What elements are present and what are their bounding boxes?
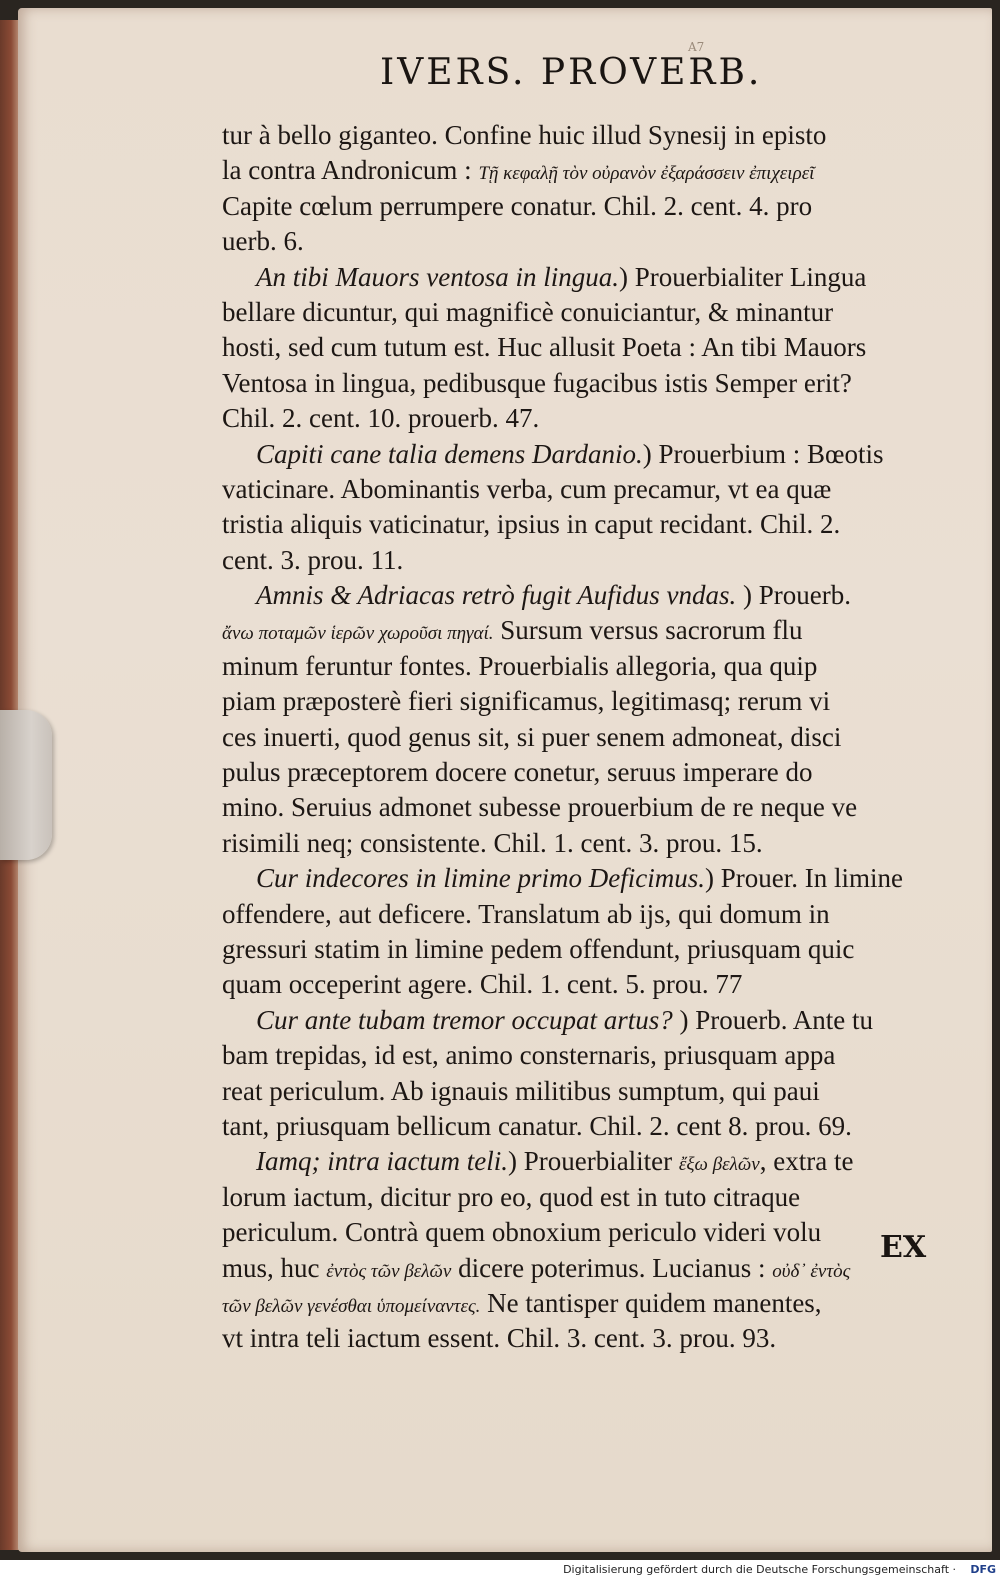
lemma-text: Cur ante tubam tremor occupat artus? [256, 1004, 673, 1035]
text-line [222, 684, 964, 719]
text-segment: ) Prouerbium : Bœotis [642, 438, 884, 469]
text-segment: tur à bello giganteo. Confine huic illud Synesij in episto [222, 120, 827, 150]
greek-text: ἄνω ποταμῶν ἱερῶν χωροῦσι πηγαί. [222, 623, 494, 645]
text-segment: Ventosa in lingua, pedibusque fugacibus istis Semper erit? [222, 367, 852, 398]
text-segment: offendere, aut deficere. Translatum ab ijs, qui domum in [222, 898, 830, 929]
lemma-text: Amnis & Adriacas retrò fugit Aufidus vndas. [256, 580, 737, 611]
text-segment: mus, huc [222, 1252, 327, 1283]
text-line [222, 720, 964, 755]
text-segment: piam præposterè fieri significamus, legitimasq; rerum vi [222, 686, 831, 717]
text-line [222, 507, 964, 542]
text-line [222, 1038, 964, 1073]
lemma-text: Iamq; intra iactum teli. [256, 1146, 508, 1177]
text-line [222, 189, 964, 224]
text-segment: Chil. 2. cent. 10. prouerb. 47. [222, 403, 540, 434]
catchword: EX [880, 1230, 927, 1265]
text-segment: lorum iactum, dicitur pro eo, quod est in tuto citraque [222, 1181, 801, 1212]
footer-credit: Digitalisierung gefördert durch die Deutsche Forschungsgemeinschaft · [563, 1563, 956, 1576]
lemma-text: Capiti cane talia demens Dardanio. [256, 438, 643, 469]
dfg-logo: DFG [970, 1563, 996, 1576]
text-segment: quam occeperint agere. Chil. 1. cent. 5. prou. 77 [222, 969, 743, 1000]
text-line [222, 118, 964, 153]
text-segment: minum feruntur fontes. Prouerbialis allegoria, qua quip [222, 650, 818, 681]
text-segment: tant, priusquam bellicum canatur. Chil. 2. cent 8. prou. 69. [222, 1110, 852, 1141]
text-segment: vt intra teli iactum essent. Chil. 3. cent. 3. prou. 93. [222, 1323, 777, 1354]
text-segment: periculum. Contrà quem obnoxium periculo videri volu [222, 1217, 822, 1248]
text-line [222, 1074, 964, 1109]
text-line [222, 861, 964, 896]
text-segment: ) Prouerb. Ante tu [672, 1004, 873, 1035]
text-segment: Ne tantisper quidem manentes, [480, 1287, 822, 1318]
text-line [222, 153, 964, 188]
text-line [222, 578, 964, 613]
text-line [222, 613, 964, 648]
text-line [222, 1321, 964, 1356]
digitization-footer [0, 1560, 1000, 1579]
text-line [222, 1144, 964, 1179]
text-line [222, 897, 964, 932]
text-segment: ) Prouerbialiter [507, 1146, 679, 1177]
text-segment: mino. Seruius admonet subesse prouerbium de re neque ve [222, 792, 858, 823]
text-line [222, 932, 964, 967]
text-line [222, 401, 964, 436]
text-line [222, 1180, 964, 1215]
text-segment: Capite cœlum perrumpere conatur. Chil. 2. cent. 4. pro [222, 190, 813, 221]
text-segment: risimili neq; consistente. Chil. 1. cent. 3. prou. 15. [222, 827, 763, 858]
text-line [222, 543, 964, 578]
text-segment: ) Prouerb. [736, 580, 851, 611]
text-segment: uerb. 6. [222, 226, 304, 257]
greek-text: ἐντὸς τῶν βελῶν [326, 1260, 452, 1282]
text-line [222, 1109, 964, 1144]
text-line [222, 1003, 964, 1038]
running-title: IVERS. PROVERB. [380, 52, 763, 93]
text-segment: bellare dicuntur, qui magnificè conuiciantur, & minantur [222, 296, 834, 327]
greek-text: Τῇ κεφαλῇ τὸν οὐρανὸν ἐξαράσσειν ἐπιχειρεῖ [478, 163, 815, 185]
text-segment: cent. 3. prou. 11. [222, 544, 404, 575]
text-line [222, 472, 964, 507]
text-segment: dicere poterimus. Lucianus : [451, 1252, 773, 1283]
text-line [222, 790, 964, 825]
greek-text: οὐδ᾽ ἐντὸς [772, 1260, 851, 1282]
text-line [222, 967, 964, 1002]
text-line [222, 330, 964, 365]
text-segment: ) Prouerbialiter Lingua [618, 261, 867, 292]
lemma-text: Cur indecores in limine primo Deficimus. [256, 863, 705, 894]
ink-mark: A7 [688, 40, 705, 54]
text-segment: vaticinare. Abominantis verba, cum precamur, vt ea quæ [222, 473, 832, 504]
text-line [222, 260, 964, 295]
page-clip [0, 710, 52, 860]
text-line [222, 366, 964, 401]
greek-text: ἔξω βελῶν [678, 1154, 760, 1176]
text-segment: ces inuerti, quod genus sit, si puer senem admoneat, disci [222, 721, 842, 752]
text-line [222, 755, 964, 790]
text-segment: pulus præceptorem docere conetur, seruus imperare do [222, 757, 813, 788]
text-line [222, 1215, 964, 1250]
text-segment: , extra te [759, 1146, 854, 1177]
text-line [222, 1251, 964, 1286]
text-segment: Sursum versus sacrorum flu [493, 615, 803, 646]
greek-text: τῶν βελῶν γενέσθαι ὑπομείναντες. [222, 1295, 481, 1317]
text-segment: bam trepidas, id est, animo consternaris, priusquam appa [222, 1040, 836, 1071]
text-line [222, 649, 964, 684]
text-line [222, 295, 964, 330]
text-segment: la contra Andronicum : [222, 155, 479, 186]
lemma-text: An tibi Mauors ventosa in lingua. [256, 261, 619, 292]
text-line [222, 826, 964, 861]
commentary-text [222, 118, 964, 1357]
text-line [222, 224, 964, 259]
text-segment: ) Prouer. In limine [704, 863, 903, 894]
text-segment: tristia aliquis vaticinatur, ipsius in caput recidant. Chil. 2. [222, 509, 841, 540]
text-segment: gressuri statim in limine pedem offendunt, priusquam quic [222, 933, 855, 964]
text-line [222, 437, 964, 472]
text-line [222, 1286, 964, 1321]
text-segment: reat periculum. Ab ignauis militibus sumptum, qui paui [222, 1075, 820, 1106]
text-segment: hosti, sed cum tutum est. Huc allusit Poeta : An tibi Mauors [222, 332, 867, 363]
